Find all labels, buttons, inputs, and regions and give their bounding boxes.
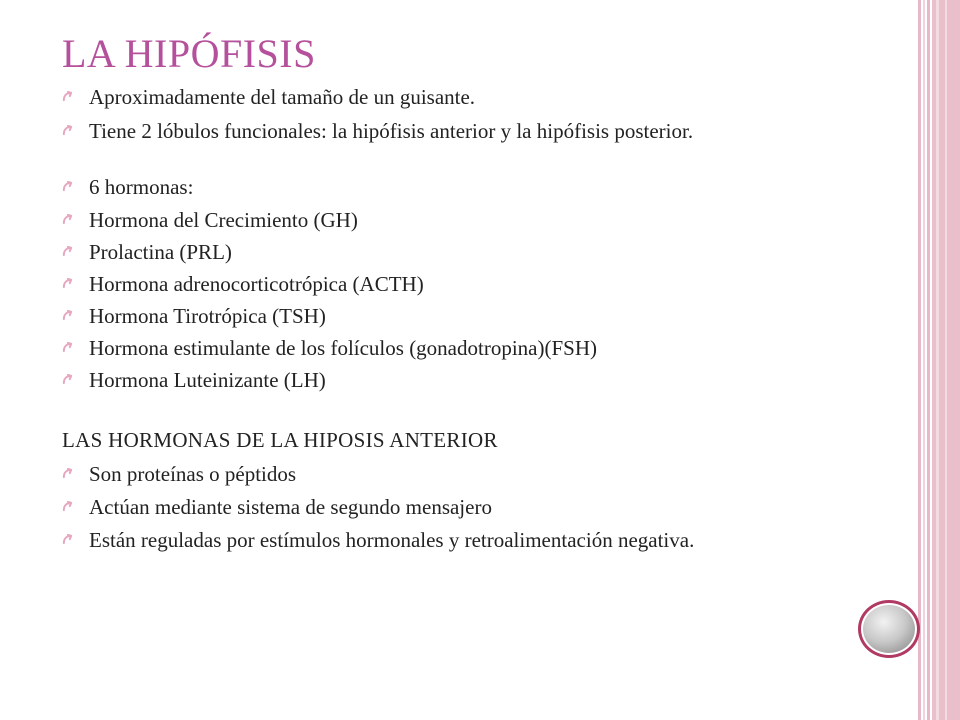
list-item-text: Hormona del Crecimiento (GH) [89, 208, 358, 232]
curved-arrow-bullet-icon [62, 374, 73, 385]
list-item [62, 86, 852, 108]
curved-arrow-bullet-icon [62, 534, 73, 545]
curved-arrow-bullet-icon [62, 125, 73, 136]
decorative-stripes [918, 0, 960, 720]
list-item-text: Actúan mediante sistema de segundo mensajero [89, 495, 492, 519]
list-item-text: Hormona Luteinizante (LH) [89, 368, 326, 392]
list-item [62, 241, 852, 263]
curved-arrow-bullet-icon [62, 501, 73, 512]
list-item-text: Tiene 2 lóbulos funcionales: la hipófisis anterior y la hipófisis posterior. [89, 119, 694, 143]
list-item-text: Están reguladas por estímulos hormonales y retroalimentación negativa. [89, 528, 695, 552]
list-item [62, 369, 852, 391]
list-item [62, 463, 852, 485]
slide-title: LA HIPÓFISIS [62, 31, 316, 76]
list-item [62, 176, 852, 198]
curved-arrow-bullet-icon [62, 468, 73, 479]
curved-arrow-bullet-icon [62, 181, 73, 192]
curved-arrow-bullet-icon [62, 246, 73, 257]
list-item [62, 120, 852, 142]
list-item [62, 337, 852, 359]
list-item [62, 529, 852, 551]
section-heading: LAS HORMONAS DE LA HIPOSIS ANTERIOR [62, 428, 498, 452]
list-item [62, 273, 852, 295]
list-item-text: Hormona estimulante de los folículos (gonadotropina)(FSH) [89, 336, 597, 360]
list-item-text: Hormona Tirotrópica (TSH) [89, 304, 326, 328]
curved-arrow-bullet-icon [62, 91, 73, 102]
curved-arrow-bullet-icon [62, 342, 73, 353]
list-item-text: Hormona adrenocorticotrópica (ACTH) [89, 272, 424, 296]
curved-arrow-bullet-icon [62, 278, 73, 289]
list-item [62, 496, 852, 518]
curved-arrow-bullet-icon [62, 310, 73, 321]
curved-arrow-bullet-icon [62, 214, 73, 225]
list-item-text: Son proteínas o péptidos [89, 462, 297, 486]
gray-orb-icon [856, 598, 922, 660]
list-item-text: 6 hormonas: [89, 175, 194, 199]
list-item-text: Prolactina (PRL) [89, 240, 232, 264]
list-item-text: Aproximadamente del tamaño de un guisante. [89, 85, 476, 109]
list-item [62, 209, 852, 231]
list-item [62, 305, 852, 327]
